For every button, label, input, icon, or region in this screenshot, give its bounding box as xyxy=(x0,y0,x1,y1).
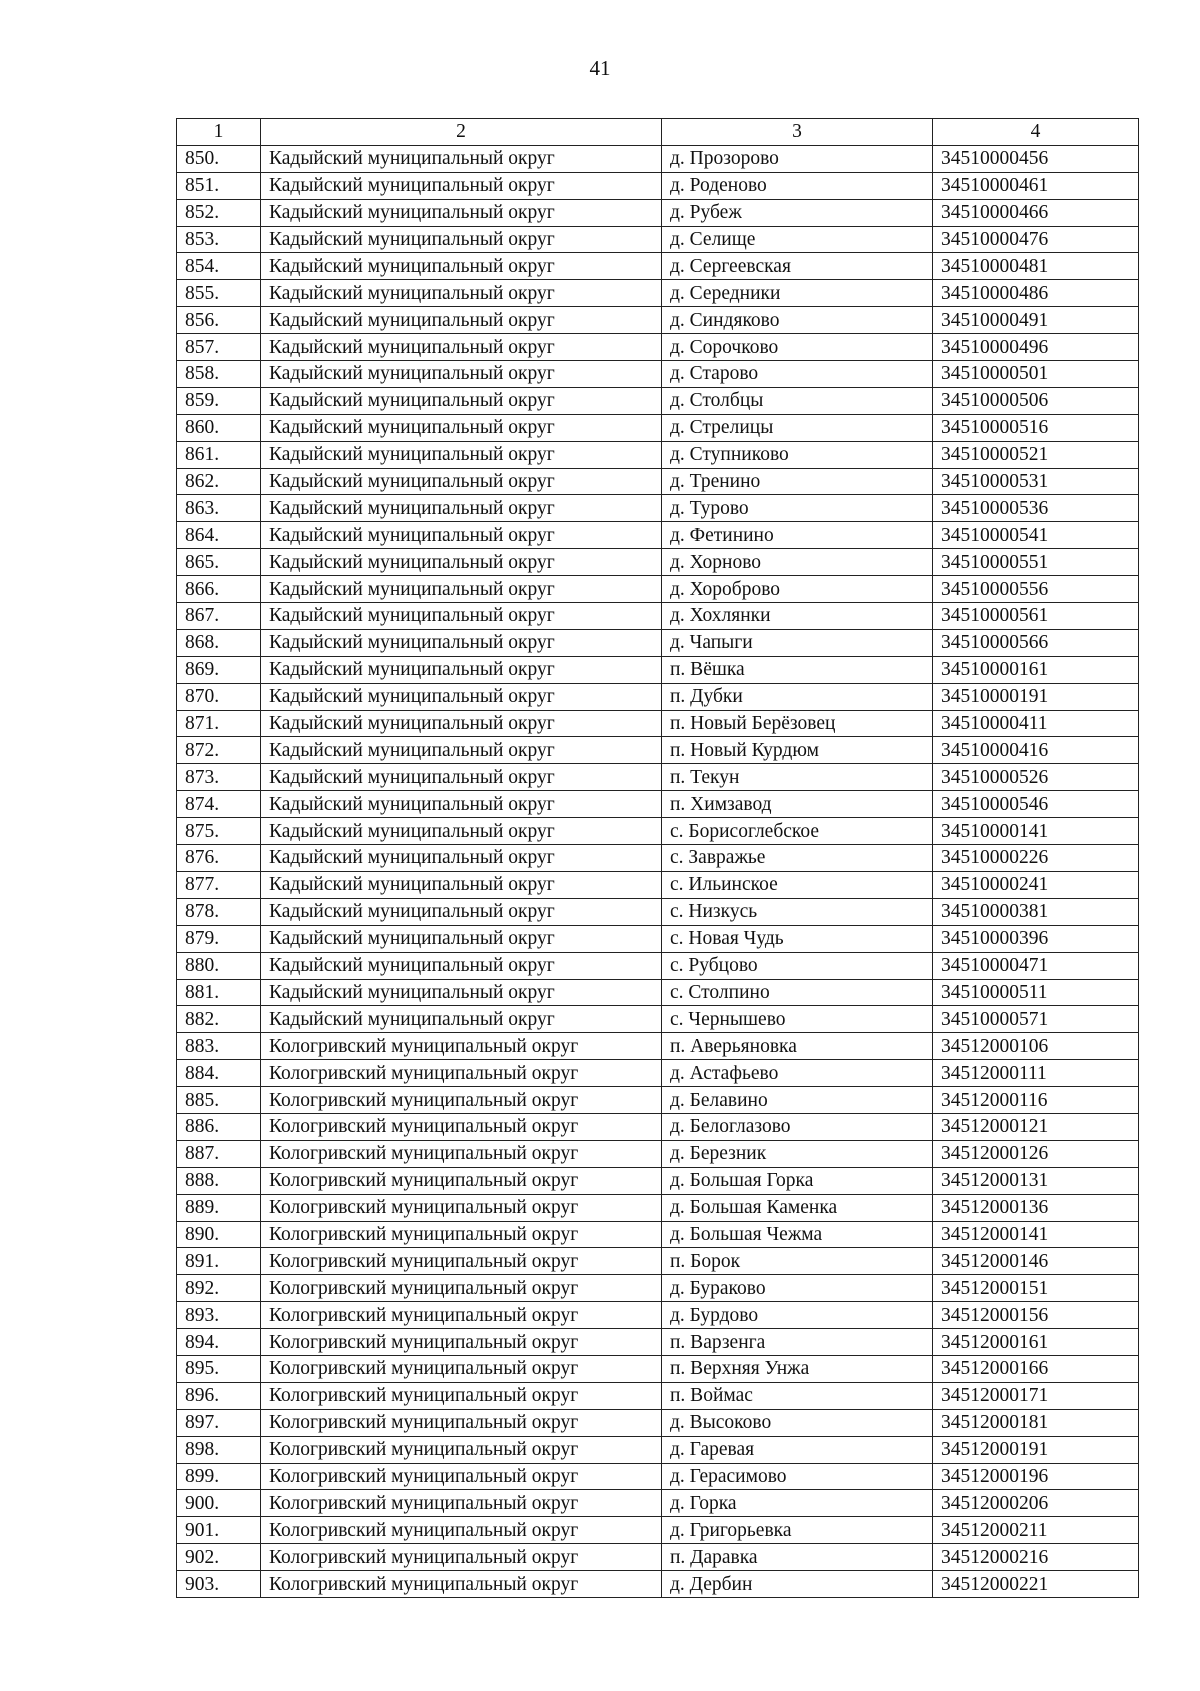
settlement-name: д. Григорьевка xyxy=(662,1517,933,1544)
oktmo-code: 34512000196 xyxy=(933,1463,1139,1490)
oktmo-code: 34510000506 xyxy=(933,387,1139,414)
table-row xyxy=(177,1006,1139,1033)
oktmo-code: 34510000491 xyxy=(933,307,1139,334)
settlement-name: д. Герасимово xyxy=(662,1463,933,1490)
settlement-name: д. Дербин xyxy=(662,1571,933,1598)
settlement-name: д. Высоково xyxy=(662,1409,933,1436)
municipal-district: Кологривский муниципальный округ xyxy=(261,1463,662,1490)
row-number: 896. xyxy=(177,1382,261,1409)
table-row xyxy=(177,1302,1139,1329)
municipal-district: Кадыйский муниципальный округ xyxy=(261,1006,662,1033)
oktmo-code: 34512000166 xyxy=(933,1355,1139,1382)
row-number: 850. xyxy=(177,145,261,172)
municipal-district: Кадыйский муниципальный округ xyxy=(261,522,662,549)
settlement-name: с. Ильинское xyxy=(662,871,933,898)
table-row xyxy=(177,1221,1139,1248)
settlement-name: д. Турово xyxy=(662,495,933,522)
table-row xyxy=(177,1167,1139,1194)
municipal-district: Кадыйский муниципальный округ xyxy=(261,871,662,898)
oktmo-code: 34510000551 xyxy=(933,549,1139,576)
row-number: 892. xyxy=(177,1275,261,1302)
table-row xyxy=(177,898,1139,925)
municipal-district: Кадыйский муниципальный округ xyxy=(261,898,662,925)
settlement-name: д. Синдяково xyxy=(662,307,933,334)
settlement-name: д. Большая Каменка xyxy=(662,1194,933,1221)
settlement-name: д. Хорново xyxy=(662,549,933,576)
table-row xyxy=(177,1436,1139,1463)
settlement-name: д. Астафьево xyxy=(662,1060,933,1087)
oktmo-code: 34510000381 xyxy=(933,898,1139,925)
oktmo-code: 34510000411 xyxy=(933,710,1139,737)
municipal-district: Кологривский муниципальный округ xyxy=(261,1355,662,1382)
municipal-district: Кологривский муниципальный округ xyxy=(261,1490,662,1517)
table-row xyxy=(177,1382,1139,1409)
municipal-district: Кадыйский муниципальный округ xyxy=(261,549,662,576)
row-number: 858. xyxy=(177,361,261,388)
settlements-table xyxy=(176,118,1139,1598)
settlement-name: с. Завражье xyxy=(662,845,933,872)
oktmo-code: 34512000131 xyxy=(933,1167,1139,1194)
oktmo-code: 34512000191 xyxy=(933,1436,1139,1463)
oktmo-code: 34510000516 xyxy=(933,414,1139,441)
row-number: 865. xyxy=(177,549,261,576)
settlement-name: д. Белоглазово xyxy=(662,1113,933,1140)
settlement-name: д. Сергеевская xyxy=(662,253,933,280)
row-number: 891. xyxy=(177,1248,261,1275)
settlement-name: с. Столпино xyxy=(662,979,933,1006)
oktmo-code: 34512000181 xyxy=(933,1409,1139,1436)
oktmo-code: 34512000121 xyxy=(933,1113,1139,1140)
row-number: 856. xyxy=(177,307,261,334)
municipal-district: Кадыйский муниципальный округ xyxy=(261,818,662,845)
header-col-3: 3 xyxy=(662,119,933,146)
row-number: 889. xyxy=(177,1194,261,1221)
row-number: 860. xyxy=(177,414,261,441)
oktmo-code: 34512000106 xyxy=(933,1033,1139,1060)
municipal-district: Кадыйский муниципальный округ xyxy=(261,226,662,253)
municipal-district: Кадыйский муниципальный округ xyxy=(261,307,662,334)
settlement-name: п. Текун xyxy=(662,764,933,791)
oktmo-code: 34512000141 xyxy=(933,1221,1139,1248)
table-row xyxy=(177,334,1139,361)
municipal-district: Кадыйский муниципальный округ xyxy=(261,576,662,603)
row-number: 859. xyxy=(177,387,261,414)
table-row xyxy=(177,979,1139,1006)
table-row xyxy=(177,1517,1139,1544)
oktmo-code: 34510000141 xyxy=(933,818,1139,845)
table-row xyxy=(177,737,1139,764)
municipal-district: Кологривский муниципальный округ xyxy=(261,1167,662,1194)
municipal-district: Кологривский муниципальный округ xyxy=(261,1248,662,1275)
row-number: 899. xyxy=(177,1463,261,1490)
oktmo-code: 34510000191 xyxy=(933,683,1139,710)
row-number: 884. xyxy=(177,1060,261,1087)
municipal-district: Кадыйский муниципальный округ xyxy=(261,603,662,630)
settlement-name: с. Рубцово xyxy=(662,952,933,979)
settlement-name: д. Тренино xyxy=(662,468,933,495)
row-number: 866. xyxy=(177,576,261,603)
table-row xyxy=(177,1329,1139,1356)
municipal-district: Кадыйский муниципальный округ xyxy=(261,361,662,388)
municipal-district: Кадыйский муниципальный округ xyxy=(261,199,662,226)
oktmo-code: 34510000461 xyxy=(933,172,1139,199)
row-number: 877. xyxy=(177,871,261,898)
table-row xyxy=(177,845,1139,872)
municipal-district: Кадыйский муниципальный округ xyxy=(261,441,662,468)
row-number: 890. xyxy=(177,1221,261,1248)
table-row xyxy=(177,764,1139,791)
table-row xyxy=(177,199,1139,226)
oktmo-code: 34510000226 xyxy=(933,845,1139,872)
settlement-name: д. Хохлянки xyxy=(662,603,933,630)
table-row xyxy=(177,791,1139,818)
settlement-name: д. Горка xyxy=(662,1490,933,1517)
table-row xyxy=(177,818,1139,845)
row-number: 894. xyxy=(177,1329,261,1356)
municipal-district: Кологривский муниципальный округ xyxy=(261,1409,662,1436)
municipal-district: Кадыйский муниципальный округ xyxy=(261,764,662,791)
oktmo-code: 34512000116 xyxy=(933,1087,1139,1114)
table-row xyxy=(177,1409,1139,1436)
row-number: 875. xyxy=(177,818,261,845)
table-row xyxy=(177,603,1139,630)
settlement-name: п. Даравка xyxy=(662,1544,933,1571)
municipal-district: Кадыйский муниципальный округ xyxy=(261,468,662,495)
oktmo-code: 34510000571 xyxy=(933,1006,1139,1033)
oktmo-code: 34510000561 xyxy=(933,603,1139,630)
oktmo-code: 34510000496 xyxy=(933,334,1139,361)
oktmo-code: 34512000221 xyxy=(933,1571,1139,1598)
settlement-name: д. Селище xyxy=(662,226,933,253)
oktmo-code: 34510000526 xyxy=(933,764,1139,791)
settlement-name: п. Аверьяновка xyxy=(662,1033,933,1060)
row-number: 888. xyxy=(177,1167,261,1194)
oktmo-code: 34510000241 xyxy=(933,871,1139,898)
oktmo-code: 34510000566 xyxy=(933,629,1139,656)
municipal-district: Кологривский муниципальный округ xyxy=(261,1033,662,1060)
table-row xyxy=(177,1140,1139,1167)
settlement-name: д. Ступниково xyxy=(662,441,933,468)
settlement-name: п. Варзенга xyxy=(662,1329,933,1356)
settlement-name: с. Борисоглебское xyxy=(662,818,933,845)
row-number: 893. xyxy=(177,1302,261,1329)
table-row xyxy=(177,280,1139,307)
oktmo-code: 34510000466 xyxy=(933,199,1139,226)
row-number: 874. xyxy=(177,791,261,818)
table-row xyxy=(177,1544,1139,1571)
municipal-district: Кадыйский муниципальный округ xyxy=(261,791,662,818)
row-number: 870. xyxy=(177,683,261,710)
settlement-name: д. Березник xyxy=(662,1140,933,1167)
settlement-name: д. Большая Горка xyxy=(662,1167,933,1194)
oktmo-code: 34510000481 xyxy=(933,253,1139,280)
table-row xyxy=(177,1113,1139,1140)
table-row xyxy=(177,307,1139,334)
table-row xyxy=(177,1060,1139,1087)
oktmo-code: 34510000511 xyxy=(933,979,1139,1006)
municipal-district: Кологривский муниципальный округ xyxy=(261,1302,662,1329)
settlement-name: д. Гаревая xyxy=(662,1436,933,1463)
table-row xyxy=(177,1194,1139,1221)
table-row xyxy=(177,145,1139,172)
settlement-name: п. Вёшка xyxy=(662,656,933,683)
oktmo-code: 34512000136 xyxy=(933,1194,1139,1221)
oktmo-code: 34510000531 xyxy=(933,468,1139,495)
table-row xyxy=(177,172,1139,199)
table-row xyxy=(177,952,1139,979)
table-row xyxy=(177,871,1139,898)
row-number: 898. xyxy=(177,1436,261,1463)
settlement-name: п. Дубки xyxy=(662,683,933,710)
oktmo-code: 34510000546 xyxy=(933,791,1139,818)
municipal-district: Кологривский муниципальный округ xyxy=(261,1436,662,1463)
oktmo-code: 34512000156 xyxy=(933,1302,1139,1329)
table-row xyxy=(177,468,1139,495)
settlement-name: д. Стрелицы xyxy=(662,414,933,441)
oktmo-code: 34512000126 xyxy=(933,1140,1139,1167)
oktmo-code: 34510000161 xyxy=(933,656,1139,683)
settlement-name: д. Фетинино xyxy=(662,522,933,549)
municipal-district: Кадыйский муниципальный округ xyxy=(261,979,662,1006)
table-row xyxy=(177,683,1139,710)
settlement-name: д. Сорочково xyxy=(662,334,933,361)
table-row xyxy=(177,549,1139,576)
municipal-district: Кадыйский муниципальный округ xyxy=(261,629,662,656)
row-number: 871. xyxy=(177,710,261,737)
municipal-district: Кадыйский муниципальный округ xyxy=(261,253,662,280)
table-row xyxy=(177,656,1139,683)
row-number: 853. xyxy=(177,226,261,253)
row-number: 864. xyxy=(177,522,261,549)
oktmo-code: 34510000396 xyxy=(933,925,1139,952)
settlement-name: д. Хороброво xyxy=(662,576,933,603)
header-col-4: 4 xyxy=(933,119,1139,146)
settlement-name: п. Химзавод xyxy=(662,791,933,818)
oktmo-code: 34512000171 xyxy=(933,1382,1139,1409)
row-number: 881. xyxy=(177,979,261,1006)
table-header-row xyxy=(177,119,1139,146)
municipal-district: Кадыйский муниципальный округ xyxy=(261,656,662,683)
oktmo-code: 34512000206 xyxy=(933,1490,1139,1517)
settlement-name: д. Прозорово xyxy=(662,145,933,172)
row-number: 902. xyxy=(177,1544,261,1571)
municipal-district: Кадыйский муниципальный округ xyxy=(261,845,662,872)
municipal-district: Кадыйский муниципальный округ xyxy=(261,925,662,952)
row-number: 895. xyxy=(177,1355,261,1382)
municipal-district: Кадыйский муниципальный округ xyxy=(261,334,662,361)
table-row xyxy=(177,361,1139,388)
table-row xyxy=(177,1571,1139,1598)
settlement-name: д. Старово xyxy=(662,361,933,388)
municipal-district: Кадыйский муниципальный округ xyxy=(261,495,662,522)
municipal-district: Кологривский муниципальный округ xyxy=(261,1275,662,1302)
municipal-district: Кадыйский муниципальный округ xyxy=(261,172,662,199)
row-number: 852. xyxy=(177,199,261,226)
row-number: 854. xyxy=(177,253,261,280)
row-number: 878. xyxy=(177,898,261,925)
oktmo-code: 34512000151 xyxy=(933,1275,1139,1302)
table-row xyxy=(177,1275,1139,1302)
settlement-name: д. Роденово xyxy=(662,172,933,199)
oktmo-code: 34510000521 xyxy=(933,441,1139,468)
row-number: 886. xyxy=(177,1113,261,1140)
row-number: 863. xyxy=(177,495,261,522)
settlement-name: д. Большая Чежма xyxy=(662,1221,933,1248)
table-row xyxy=(177,441,1139,468)
municipal-district: Кадыйский муниципальный округ xyxy=(261,710,662,737)
table-row xyxy=(177,710,1139,737)
row-number: 882. xyxy=(177,1006,261,1033)
row-number: 897. xyxy=(177,1409,261,1436)
oktmo-code: 34510000416 xyxy=(933,737,1139,764)
settlement-name: п. Верхняя Унжа xyxy=(662,1355,933,1382)
municipal-district: Кологривский муниципальный округ xyxy=(261,1517,662,1544)
oktmo-code: 34512000161 xyxy=(933,1329,1139,1356)
municipal-district: Кадыйский муниципальный округ xyxy=(261,737,662,764)
municipal-district: Кологривский муниципальный округ xyxy=(261,1087,662,1114)
oktmo-code: 34510000471 xyxy=(933,952,1139,979)
table-row xyxy=(177,1248,1139,1275)
oktmo-code: 34510000476 xyxy=(933,226,1139,253)
row-number: 887. xyxy=(177,1140,261,1167)
table-row xyxy=(177,1463,1139,1490)
settlement-name: п. Воймас xyxy=(662,1382,933,1409)
table-row xyxy=(177,925,1139,952)
municipal-district: Кологривский муниципальный округ xyxy=(261,1194,662,1221)
oktmo-code: 34512000216 xyxy=(933,1544,1139,1571)
municipal-district: Кадыйский муниципальный округ xyxy=(261,387,662,414)
row-number: 868. xyxy=(177,629,261,656)
row-number: 901. xyxy=(177,1517,261,1544)
table-row xyxy=(177,1355,1139,1382)
municipal-district: Кадыйский муниципальный округ xyxy=(261,280,662,307)
table-row xyxy=(177,253,1139,280)
table-row xyxy=(177,629,1139,656)
row-number: 876. xyxy=(177,845,261,872)
municipal-district: Кологривский муниципальный округ xyxy=(261,1140,662,1167)
table-row xyxy=(177,1033,1139,1060)
municipal-district: Кологривский муниципальный округ xyxy=(261,1329,662,1356)
municipal-district: Кологривский муниципальный округ xyxy=(261,1571,662,1598)
municipal-district: Кологривский муниципальный округ xyxy=(261,1221,662,1248)
table-row xyxy=(177,414,1139,441)
row-number: 883. xyxy=(177,1033,261,1060)
settlement-name: д. Рубеж xyxy=(662,199,933,226)
row-number: 855. xyxy=(177,280,261,307)
table-row xyxy=(177,387,1139,414)
settlement-name: п. Борок xyxy=(662,1248,933,1275)
settlement-name: п. Новый Курдюм xyxy=(662,737,933,764)
row-number: 869. xyxy=(177,656,261,683)
table-row xyxy=(177,576,1139,603)
settlement-name: д. Середники xyxy=(662,280,933,307)
page-number: 41 xyxy=(589,56,611,80)
municipal-district: Кологривский муниципальный округ xyxy=(261,1060,662,1087)
oktmo-code: 34510000556 xyxy=(933,576,1139,603)
settlement-name: д. Бурдово xyxy=(662,1302,933,1329)
municipal-district: Кадыйский муниципальный округ xyxy=(261,414,662,441)
table-row xyxy=(177,1490,1139,1517)
row-number: 880. xyxy=(177,952,261,979)
settlement-name: д. Чапыги xyxy=(662,629,933,656)
settlement-name: д. Столбцы xyxy=(662,387,933,414)
row-number: 867. xyxy=(177,603,261,630)
row-number: 857. xyxy=(177,334,261,361)
municipal-district: Кологривский муниципальный округ xyxy=(261,1544,662,1571)
settlement-name: с. Новая Чудь xyxy=(662,925,933,952)
settlement-name: д. Белавино xyxy=(662,1087,933,1114)
oktmo-code: 34510000541 xyxy=(933,522,1139,549)
settlement-name: с. Низкусь xyxy=(662,898,933,925)
oktmo-code: 34510000456 xyxy=(933,145,1139,172)
municipal-district: Кологривский муниципальный округ xyxy=(261,1382,662,1409)
settlement-name: с. Чернышево xyxy=(662,1006,933,1033)
oktmo-code: 34510000536 xyxy=(933,495,1139,522)
table-row xyxy=(177,226,1139,253)
header-col-1: 1 xyxy=(177,119,261,146)
settlement-name: д. Бураково xyxy=(662,1275,933,1302)
table-row xyxy=(177,1087,1139,1114)
header-col-2: 2 xyxy=(261,119,662,146)
table-row xyxy=(177,522,1139,549)
row-number: 885. xyxy=(177,1087,261,1114)
settlement-name: п. Новый Берёзовец xyxy=(662,710,933,737)
municipal-district: Кадыйский муниципальный округ xyxy=(261,683,662,710)
row-number: 862. xyxy=(177,468,261,495)
oktmo-code: 34510000486 xyxy=(933,280,1139,307)
row-number: 879. xyxy=(177,925,261,952)
oktmo-code: 34512000111 xyxy=(933,1060,1139,1087)
municipal-district: Кадыйский муниципальный округ xyxy=(261,145,662,172)
municipal-district: Кологривский муниципальный округ xyxy=(261,1113,662,1140)
row-number: 851. xyxy=(177,172,261,199)
municipal-district: Кадыйский муниципальный округ xyxy=(261,952,662,979)
row-number: 872. xyxy=(177,737,261,764)
row-number: 903. xyxy=(177,1571,261,1598)
row-number: 900. xyxy=(177,1490,261,1517)
oktmo-code: 34512000211 xyxy=(933,1517,1139,1544)
oktmo-code: 34512000146 xyxy=(933,1248,1139,1275)
table-row xyxy=(177,495,1139,522)
row-number: 873. xyxy=(177,764,261,791)
row-number: 861. xyxy=(177,441,261,468)
oktmo-code: 34510000501 xyxy=(933,361,1139,388)
